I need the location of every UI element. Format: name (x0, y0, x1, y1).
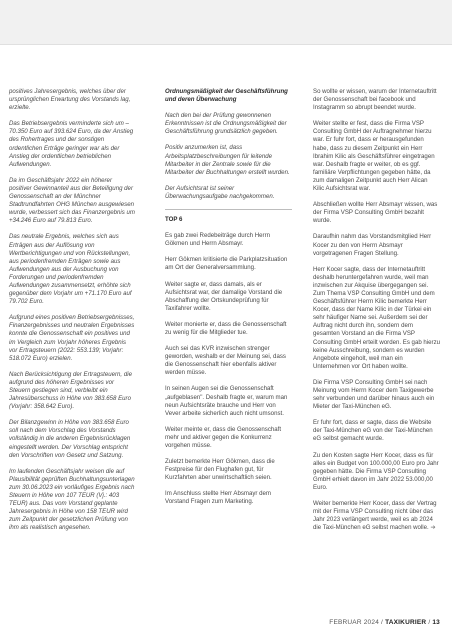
continue-arrow-icon: ➔ (430, 524, 436, 532)
magazine-name: TAXIKURIER (385, 619, 427, 626)
article-column-1 (9, 88, 136, 541)
paragraph: Es gab zwei Redebeiträge durch Herrn Gökmen und Herrn Absmayr. (165, 232, 271, 248)
paragraph: Herr Kocer sagte, dass der Internetauftritt deshalb heruntergefahren wurde, weil man inzwischen zur Akquise übergegangen sei. Zum Thema VSP Consulting GmbH und dem Geschäftsführer Herrn Kilic bemerkte Herr Kocer, dass der Name Kilic in der Türkei ein sehr häufiger Name sei. Außerdem sei der Auftrag nicht durch ihn, sondern dem gesamten Vorstand an die Firma VSP Consulting GmbH erteilt worden. Es gab hierzu keine Ausschreibung, sondern es wurden Angebote eingeholt, weil man ein Unternehmen vor Ort haben wollte. (313, 265, 441, 370)
paragraph: Im Anschluss stellte Herr Absmayr dem Vorstand Fragen zum Marketing. (165, 490, 271, 506)
footer-separator: / (381, 619, 384, 626)
paragraph: Positiv anzumerken ist, dass Arbeitsplatzbeschreibungen für leitende Mitarbeiter in der Zentrale sowie für die Mitarbeiter der Buchhaltungen erstellt wurden. (165, 144, 290, 176)
paragraph: Daraufhin nahm das Vorstandsmitglied Herr Kocer zu den von Herrn Absmayr vorgetragenen Fragen Stellung. (313, 233, 432, 257)
paragraph: In seinen Augen sei die Genossenschaft „aufgeblasen". Deshalb fragte er, warum man neun Aufsichtsräte brauche und Herr von Vever arbeite sicherlich auch nicht umsonst. (165, 385, 288, 417)
paragraph: Abschließen wollte Herr Absmayr wissen, was der Firma VSP Consulting GmbH bezahlt wurde. (313, 201, 438, 225)
page-footer (329, 619, 440, 626)
footer-separator: / (428, 619, 431, 626)
paragraph: Der Aufsichtsrat ist seiner Überwachungsaufgabe nachgekommen. (165, 184, 275, 200)
paragraph: Der Bilanzgewinn in Höhe von 383.658 Euro soll nach dem Vorschlag des Vorstands vollständig in die anderen Ergebnisrücklagen eingestellt werden. Der Vorschlag entspricht den Vorschriften von Gesetz und Satzung. (9, 419, 131, 459)
agenda-item-label: TOP 6 (165, 216, 183, 224)
article-column-2 (165, 88, 292, 515)
paragraph-text: Weiter bemerkte Herr Kocer, dass der Vertrag mit der Firma VSP Consulting nicht über das Jahr 2023 verlängert werde, weil es ab 2024 die Taxi-München eG selbst machen wolle. (313, 500, 437, 532)
divider (165, 209, 292, 210)
paragraph: Die Firma VSP Consulting GmbH sei nach Meinung vom Herrn Kocer dem Taxigewerbe sehr verbunden und darüber hinaus auch ein Mieter der Taxi-München eG. (313, 378, 435, 411)
last-paragraph (313, 500, 440, 532)
paragraph: Er fuhr fort, dass er sagte, dass die Website der Taxi-München eG von der Taxi-München eG selbst gemacht wurde. (313, 419, 433, 443)
paragraph: Nach Berücksichtigung der Ertragsteuern, die aufgrund des höheren Ergebnisses vor Steuern gestiegen sind, verbleibt ein Jahresüberschuss in Höhe von 383.658 Euro (Vorjahr: 358.642 Euro). (9, 370, 132, 411)
paragraph: Weiter sagte er, dass damals, als er Aufsichtsrat war, der damalige Vorstand die Abschaffung der Ortskundeprüfung für Taxifahrer wollte. (165, 280, 283, 312)
paragraph: Im laufenden Geschäftsjahr weisen die auf Plausibilität geprüften Buchhaltungsunterlagen zum 30.06.2023 ein vorläufiges Ergebnis nach Steuern in Höhe von 107 TEUR (Vj.: 403 TEUR) aus. Das vom Vorstand geplante Jahresergebnis in Höhe von 158 TEUR wird zum Zeitpunkt der gesetzlichen Prüfung von ihm als realistisch angesehen. (9, 467, 135, 532)
paragraph: Nach den bei der Prüfung gewonnenen Erkenntnissen ist die Ordnungsmäßigkeit der Geschäftsführung grundsätzlich gegeben. (165, 112, 287, 136)
section-heading: Ordnungsmäßigkeit der Geschäftsführung und deren Überwachung (165, 88, 288, 104)
paragraph: positives Jahresergebnis, welches über der ursprünglichen Erwartung des Vorstands lag, erzielte. (9, 88, 131, 112)
paragraph: Auch sei das KVR inzwischen strenger geworden, weshalb er der Meinung sei, dass die Genossenschaft hier ebenfalls aktiver werden müsse. (165, 345, 286, 377)
paragraph: Das neutrale Ergebnis, welches sich aus Erträgen aus der Auflösung von Wertberichtigungen und von Rückstellungen, aus periodenfremden Erträgen sowie aus Aufwendungen aus der Ausbuchung von Forderungen und periodenfremden Aufwendungen zusammensetzt, erhöhte sich gegenüber dem Vorjahr um +71.170 Euro auf 79.702 Euro. (9, 233, 132, 306)
paragraph: Weiter meinte er, dass die Genossenschaft mehr und aktiver gegen die Konkurrenz vorgehen müsse. (165, 425, 282, 449)
paragraph: Aufgrund eines positiven Betriebsergebnisses, Finanzergebnisses und neutralen Ergebnisses konnte die Genossenschaft ein positives und im Vergleich zum Vorjahr höheres Ergebnis vor Ertragsteuern (2022: 553.139; Vorjahr: 518.072 Euro) erzielen. (9, 314, 135, 362)
paragraph: Zu den Kosten sagte Herr Kocer, dass es für alles ein Budget von 100.000,00 Euro pro Jahr gegeben hätte. Die Firma VSP Consulting GmbH erhielt davon im Jahr 2022 53.000,00 Euro. (313, 451, 439, 491)
page-number: 13 (432, 619, 440, 626)
paragraph: Da im Geschäftsjahr 2022 ein höherer positiver Gewinnanteil aus der Beteiligung der Genossenschaft an der Münchner Stadtrundfahrten OHG München ausgewiesen wurde, verbessert sich das Finanzergebnis um +34.246 Euro auf 79.813 Euro. (9, 176, 135, 225)
header-band (0, 0, 452, 45)
article-column-3 (313, 88, 440, 540)
paragraph: So wollte er wissen, warum der Internetauftritt der Genossenschaft bei facebook und Instagramm so abrupt beendet wurde. (313, 88, 437, 112)
paragraph: Herr Gökmen kritisierte die Parkplatzsituation am Ort der Generalversammlung. (165, 256, 288, 272)
paragraph: Zuletzt bemerkte Herr Gökmen, dass die Festpreise für den Flughafen gut, für Kurzfahrten aber unwirtschaftlich seien. (165, 458, 275, 482)
issue-date: FEBRUAR 2024 (329, 619, 380, 626)
paragraph: Weiter stellte er fest, dass die Firma VSP Consulting GmbH der Auftragnehmer hierzu war. Er fuhr fort, dass er herausgefunden habe, dass zu diesem Zeitpunkt ein Herr Ibrahim Kilic als Geschäftsführer eingetragen war. Deshalb fragte er weiter, ob es ggf. familiäre Verpflichtungen gegeben hätte, da zum damaligen Zeitpunkt auch Herr Alican Kilic Aufsichtsrat war. (313, 120, 435, 193)
paragraph: Das Betriebsergebnis verminderte sich um –70.350 Euro auf 393.624 Euro, da der Anstieg des Rohertrages und der sonstigen ordentlichen Erträge geringer war als der Anstieg der ordentlichen betrieblichen Aufwendungen. (9, 120, 134, 168)
paragraph: Weiter monierte er, dass die Genossenschaft zu wenig für die Mitglieder tue. (165, 320, 287, 336)
